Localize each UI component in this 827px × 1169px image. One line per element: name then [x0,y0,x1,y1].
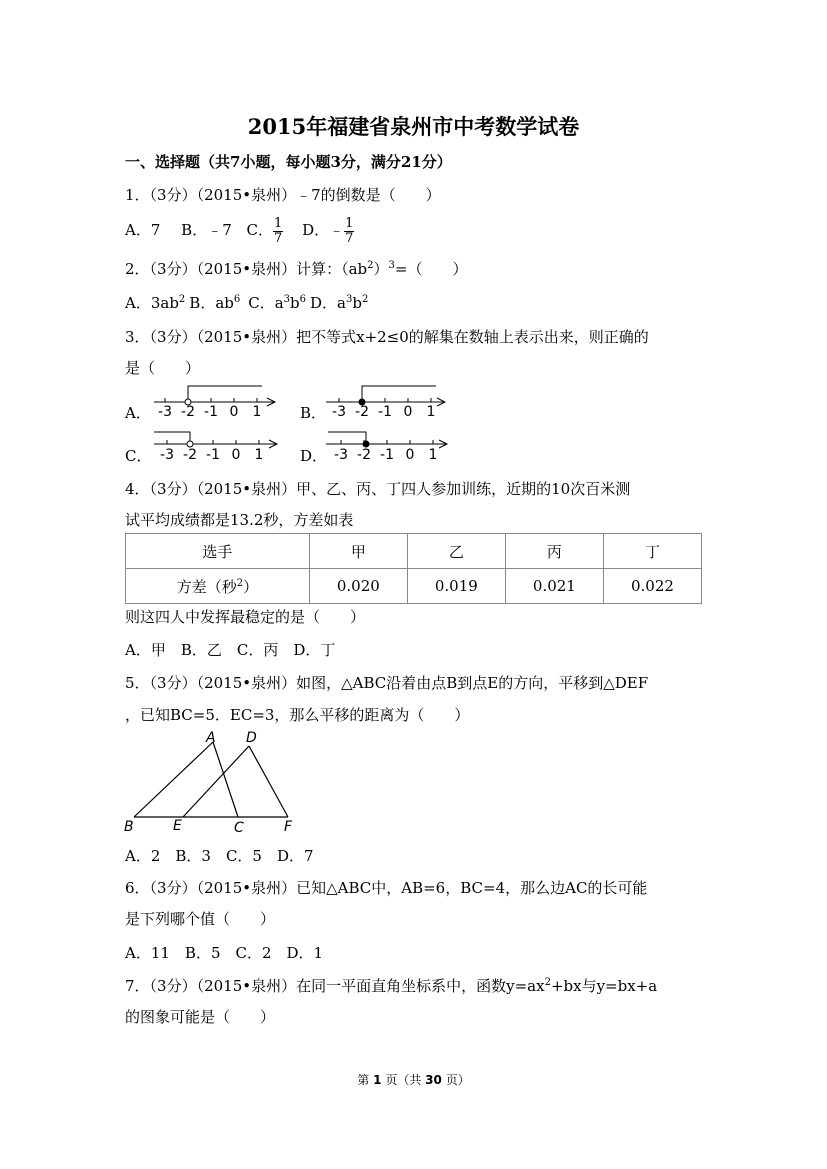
q5-options: A．2 B．3 C．5 D．7 [125,847,314,865]
q1-option-c-fraction [273,217,283,246]
q3-number-line-c [150,424,285,466]
q5-stem-line2: ，已知BC=5．EC=3，那么平移的距离为（ ） [125,706,470,724]
svg-text:0: 0 [231,447,241,463]
page-number: 1 [373,1073,382,1087]
svg-text:1: 1 [428,447,438,463]
q1-option-a: A．7 [125,221,161,239]
q1-option-c-label: C． [246,221,274,239]
point-b-label: B [124,819,134,835]
segment-df [249,746,288,817]
svg-text:-2: -2 [355,404,369,420]
q3-number-line-b [322,382,452,422]
total-pages: 30 [425,1073,442,1087]
q7-stem-line2: 的图象可能是（ ） [125,1008,276,1026]
q2-option-d: D．$a^3b^2$ [310,294,369,312]
page-footer: 第 1 页（共 30 页） [357,1073,470,1087]
svg-text:1: 1 [252,404,262,420]
svg-text:0: 0 [229,404,239,420]
q4-stem-line2: 试平均成绩都是13.2秒，方差如表 [125,511,354,529]
table-cell: 丁 [603,534,701,569]
segment-ed [183,746,249,817]
point-d-label: D [246,730,257,746]
table-cell: 0.020 [309,569,407,604]
svg-text:-3: -3 [332,404,346,420]
q6-options: A．11 B．5 C．2 D．1 [125,944,324,962]
table-row [126,569,702,604]
point-f-label: F [284,819,293,835]
q1-option-d-label: D．﹣ [302,221,345,239]
table-cell: 甲 [309,534,407,569]
svg-text:0: 0 [405,447,415,463]
table-cell: 0.019 [407,569,505,604]
svg-text:-1: -1 [380,447,394,463]
triangle-translation-figure [120,728,310,838]
fraction-denominator: 7 [345,230,354,246]
svg-text:-2: -2 [181,404,195,420]
q5-stem-line1: 5．（3分）（2015•泉州）如图，△ABC沿着由点B到点E的方向，平移到△DEF [125,674,649,692]
q2-option-b: B．$ab^6$ [189,294,241,312]
q4-options: A．甲 B．乙 C．丙 D．丁 [125,641,336,659]
svg-text:1: 1 [426,404,436,420]
svg-text:-2: -2 [183,447,197,463]
q7-stem-line1: 7．（3分）（2015•泉州）在同一平面直角坐标系中，函数$y=ax^2+bx$与y=bx+a [125,977,658,995]
point-e-label: E [173,818,182,834]
table-header-row [126,534,702,569]
q2-option-a: A．$3ab^2$ [125,294,186,312]
q4-stem-line3: 则这四人中发挥最稳定的是（ ） [125,608,366,626]
page-title: 2015年福建省泉州市中考数学试卷 [247,114,580,139]
variance-table [125,533,702,604]
q3-stem-line2: 是（ ） [125,359,201,377]
q2-stem: 2．（3分）（2015•泉州）计算：$(ab^2)^3=$（ ） [125,260,468,278]
fraction-numerator: 1 [274,215,283,231]
q1-option-b: B．﹣7 [181,221,232,239]
svg-text:-2: -2 [357,447,371,463]
q3-number-line-d [322,424,457,466]
fraction-numerator: 1 [345,215,354,231]
svg-text:-1: -1 [378,404,392,420]
q2-options [125,292,368,313]
q6-stem-line1: 6．（3分）（2015•泉州）已知△ABC中，AB=6，BC=4，那么边AC的长可能 [125,879,648,897]
q4-stem-line1: 4．（3分）（2015•泉州）甲、乙、丙、丁四人参加训练，近期的10次百米测 [125,480,631,498]
q6-stem-line2: 是下列哪个值（ ） [125,910,276,928]
q3-option-b-label: B． [300,404,327,422]
svg-text:0: 0 [403,404,413,420]
table-cell: 0.021 [505,569,603,604]
svg-text:-3: -3 [334,447,348,463]
table-cell: 丙 [505,534,603,569]
svg-text:-3: -3 [158,404,172,420]
svg-text:-1: -1 [206,447,220,463]
section-heading: 一、选择题（共7小题，每小题3分，满分21分） [125,153,452,171]
table-cell: 0.022 [603,569,701,604]
segment-ba [134,742,213,817]
q1-stem: 1．（3分）（2015•泉州）﹣7的倒数是（ ） [125,186,441,204]
q1-option-d-fraction [344,217,354,246]
svg-text:1: 1 [254,447,264,463]
table-cell: 方差（秒$^2$） [126,569,310,604]
table-cell: 乙 [407,534,505,569]
q3-number-line-a [150,382,280,422]
svg-text:-1: -1 [204,404,218,420]
point-a-label: A [206,730,216,746]
q3-option-d-label: D． [300,447,328,465]
q2-option-c: C．$a^3b^6$ [248,294,307,312]
q3-option-a-label: A． [125,404,151,422]
q1-options [125,212,354,248]
segment-ac [213,742,238,817]
svg-text:-3: -3 [160,447,174,463]
point-c-label: C [234,820,244,836]
q3-option-c-label: C． [125,447,152,465]
table-cell: 选手 [126,534,310,569]
q3-stem-line1: 3．（3分）（2015•泉州）把不等式x+2≤0的解集在数轴上表示出来，则正确的 [125,328,649,346]
fraction-denominator: 7 [274,230,283,246]
